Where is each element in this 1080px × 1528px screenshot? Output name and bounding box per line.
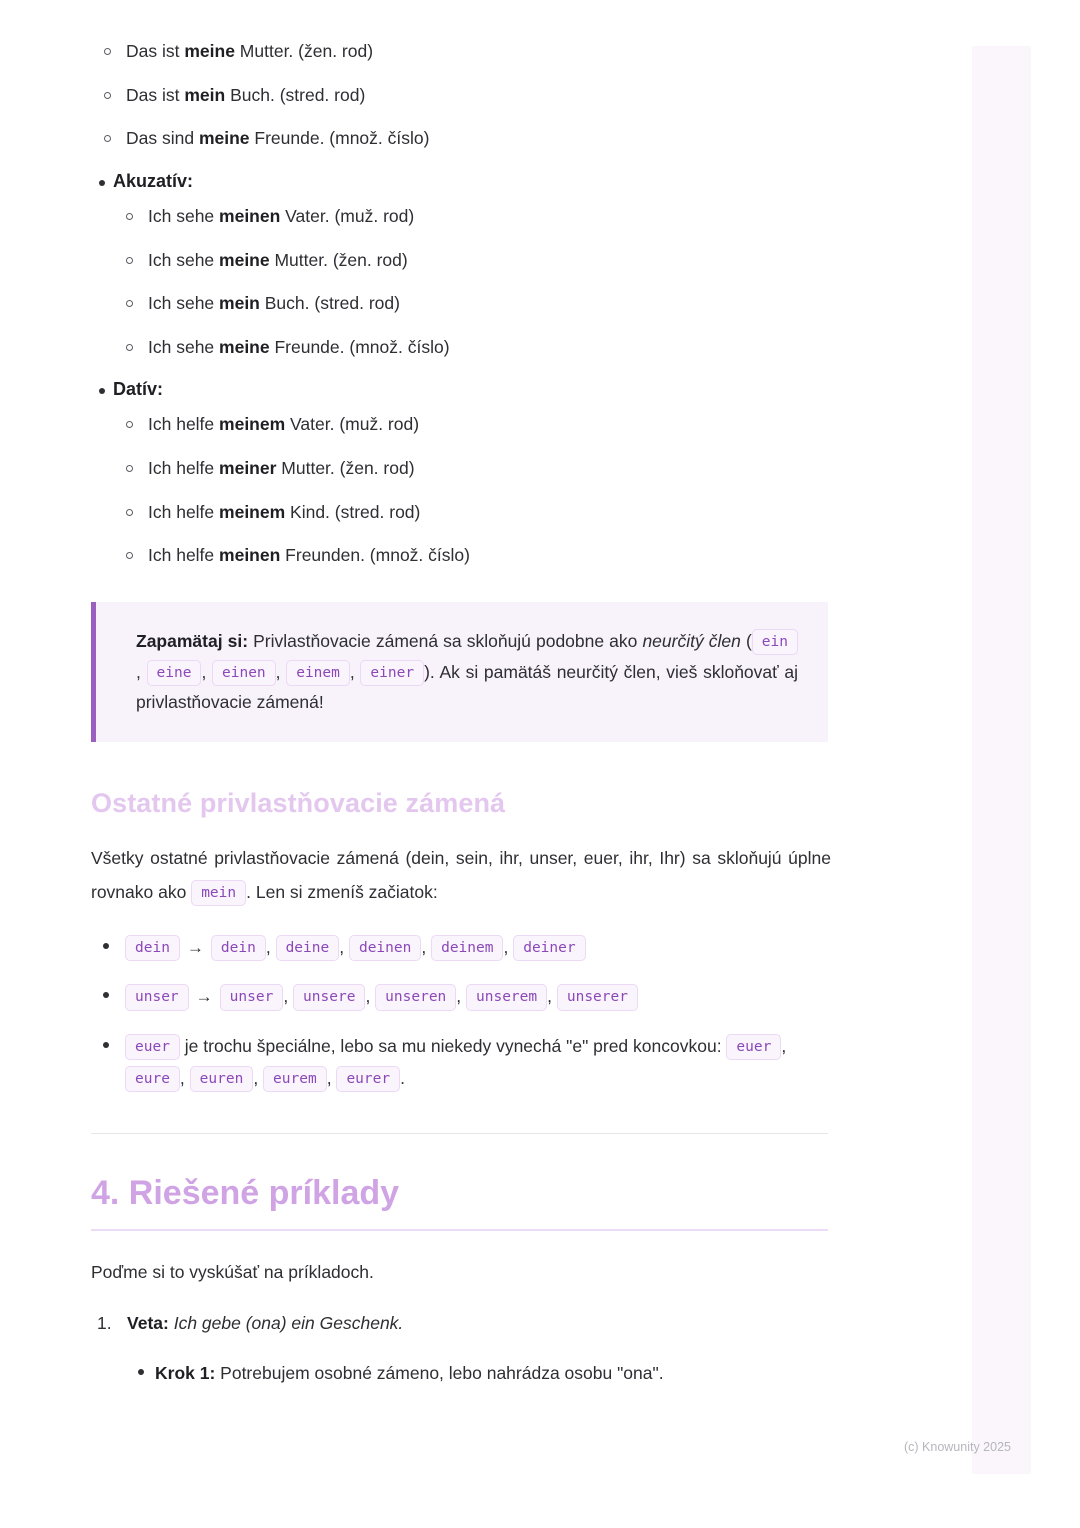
callout-italic-term: neurčitý člen: [642, 630, 741, 651]
example-text-post: Buch. (stred. rod): [259, 293, 400, 314]
hollow-bullet-icon: [126, 213, 133, 220]
code-chip-unser-form-4: unserem: [466, 984, 547, 1010]
list-item: [113, 249, 831, 273]
hollow-bullet-icon: [104, 48, 111, 55]
paradigm-list: [91, 931, 831, 1095]
hollow-bullet-icon: [126, 300, 133, 307]
code-chip-unser-form-1: unser: [220, 984, 284, 1010]
code-chip-dein-form-1: dein: [211, 935, 266, 961]
list-item: euer je trochu špeciálne, lebo sa mu niekedy vynechá "e" pred koncovkou: euer , eure , euren , eurem , eurer .: [91, 1030, 831, 1095]
list-item: [91, 127, 831, 151]
code-chip-mein: mein: [191, 880, 246, 906]
example-text-pre: Ich helfe: [148, 501, 220, 522]
hollow-bullet-icon: [104, 92, 111, 99]
list-item: [113, 544, 831, 568]
example-text-post: Vater. (muž. rod): [285, 414, 420, 435]
example-exercise-list: [91, 1311, 831, 1386]
remember-callout: [91, 602, 828, 742]
page-footer: [0, 1440, 1011, 1454]
example-text-bold: mein: [184, 84, 226, 105]
bullet-icon: [99, 388, 105, 394]
callout-text-1: Privlastňovacie zámená sa skloňujú podobne ako: [248, 630, 643, 651]
example-text-bold: meine: [219, 249, 270, 270]
copyright-text: (c) Knowunity 2025: [903, 1440, 1011, 1454]
list-item: [113, 413, 831, 437]
example-text-post: Vater. (muž. rod): [280, 205, 415, 226]
document-content: [91, 40, 831, 1386]
hollow-bullet-icon: [126, 421, 133, 428]
code-chip-dein-form-3: deinen: [349, 935, 421, 961]
hollow-bullet-icon: [126, 552, 133, 559]
list-item: [91, 84, 831, 108]
chapter-title: 4. Riešené príklady: [91, 1173, 400, 1212]
chapter-lead-text: Poďme si to vyskúšať na príkladoch.: [91, 1261, 374, 1282]
example-text-bold: meinen: [219, 205, 281, 226]
section-paragraph-part1: Všetky ostatné privlastňovacie zámená (dein, sein, ihr, unser, euer, ihr, Ihr) sa skloňujú úplne rovnako ako: [91, 847, 831, 902]
hollow-bullet-icon: [104, 135, 111, 142]
callout-text-2: Ak si pamätáš neurčitý člen, vieš skloňovať aj privlastňovacie zámená!: [136, 661, 798, 713]
bullet-icon: [103, 992, 109, 998]
list-item: [91, 1311, 831, 1386]
example-text-post: Mutter. (žen. rod): [276, 458, 415, 478]
code-chip-einem: einem: [286, 660, 350, 686]
bullet-icon: [103, 1042, 109, 1048]
case-label: Akuzatív:: [113, 170, 194, 191]
code-chip-dein-form-2: deine: [276, 935, 340, 961]
example-text-post: Mutter. (žen. rod): [234, 41, 374, 61]
example-text-bold: mein: [219, 293, 260, 314]
arrow-icon: →: [186, 938, 204, 957]
example-text-pre: Ich sehe: [148, 249, 220, 270]
case-block-dativ: [91, 379, 831, 568]
arrow-icon: →: [195, 987, 213, 1007]
code-chip-euer-form-5: eurer: [336, 1066, 400, 1092]
example-text-pre: Ich helfe: [148, 458, 220, 478]
example-text-pre: Das ist: [126, 41, 185, 61]
dativ-example-list: [113, 413, 831, 568]
example-text-bold: meinem: [219, 414, 286, 435]
example-text-bold: meiner: [219, 458, 277, 478]
callout-paren-open: (: [740, 630, 752, 651]
code-chip-unser-form-5: unserer: [557, 984, 638, 1010]
example-text-bold: meine: [219, 336, 270, 357]
example-text-post: Freunde. (množ. číslo): [269, 336, 450, 357]
code-chip-einer: einer: [360, 660, 424, 686]
section-paragraph: [91, 841, 831, 909]
euer-note-text: je trochu špeciálne, lebo sa mu niekedy vynechá "e" pred koncovkou:: [179, 1035, 727, 1056]
example-text-pre: Ich sehe: [148, 293, 220, 314]
example-text-pre: Ich sehe: [148, 205, 220, 226]
code-chip-dein-form-5: deiner: [513, 935, 585, 961]
code-chip-dein-form-4: deinem: [431, 935, 503, 961]
hollow-bullet-icon: [126, 465, 133, 472]
exercise-sentence: Ich gebe (ona) ein Geschenk.: [173, 1312, 404, 1333]
list-item: [113, 457, 831, 481]
bullet-icon: [103, 943, 109, 949]
section-paragraph-part2: . Len si zmeníš začiatok:: [246, 881, 438, 902]
list-item: [113, 205, 831, 229]
code-chip-euer-form-2: eure: [125, 1066, 180, 1092]
code-chip-unser-base: unser: [125, 984, 189, 1010]
case-label: Datív:: [113, 379, 164, 400]
code-chip-unser-form-2: unsere: [293, 984, 365, 1010]
example-text-post: Freunde. (množ. číslo): [249, 128, 430, 149]
list-item: [113, 292, 831, 316]
chapter-title-underline: [91, 1229, 828, 1231]
example-text-post: Kind. (stred. rod): [285, 501, 421, 522]
example-text-pre: Das ist: [126, 84, 185, 105]
callout-paren-close: ).: [424, 661, 435, 682]
code-chip-dein-base: dein: [125, 935, 180, 961]
case-block-akuzativ: [91, 171, 831, 360]
hollow-bullet-icon: [126, 257, 133, 264]
akuzativ-example-list: [113, 205, 831, 360]
code-chip-ein: ein: [752, 629, 798, 655]
callout-paragraph: Zapamätaj si: Privlastňovacie zámená sa skloňujú podobne ako neurčitý člen ( ein, eine , einen , einem , einer ). Ak si pamätáš neurčitý člen, vieš skloňovať aj privlastňovacie zámená!: [136, 630, 798, 713]
hollow-bullet-icon: [126, 344, 133, 351]
list-item: [91, 40, 831, 64]
bullet-icon: [99, 180, 105, 186]
list-item: [113, 501, 831, 525]
code-chip-euer-form-3: euren: [190, 1066, 254, 1092]
example-text-bold: meinem: [219, 501, 286, 522]
section-divider: [91, 1133, 828, 1134]
case-list: [91, 171, 831, 568]
example-text-post: Buch. (stred. rod): [225, 84, 366, 105]
example-text-bold: meinen: [219, 545, 281, 566]
example-text-bold: meine: [184, 41, 235, 61]
example-text-pre: Das sind: [126, 128, 199, 149]
step-label: Krok 1:: [155, 1363, 216, 1384]
list-item: [113, 336, 831, 360]
euer-note-period: .: [400, 1068, 405, 1089]
exercise-label: Veta:: [127, 1312, 169, 1333]
example-text-post: Freunden. (množ. číslo): [280, 545, 470, 566]
code-chip-unser-form-3: unseren: [375, 984, 456, 1010]
code-chip-euer-form-4: eurem: [263, 1066, 327, 1092]
example-text-bold: meine: [198, 128, 250, 149]
code-chip-einen: einen: [212, 660, 276, 686]
example-text-post: Mutter. (žen. rod): [269, 249, 408, 270]
nominative-example-list: [91, 40, 831, 151]
example-text-pre: Ich helfe: [148, 414, 220, 435]
section-heading: Ostatné privlastňovacie zámená: [91, 787, 506, 818]
bullet-icon: [138, 1369, 144, 1375]
hollow-bullet-icon: [126, 509, 133, 516]
code-chip-euer-form-1: euer: [726, 1034, 781, 1060]
callout-lead: Zapamätaj si:: [136, 630, 249, 651]
list-item: unser → unser , unsere , unseren , unserem , unserer: [91, 980, 831, 1012]
list-item: dein → dein , deine , deinen , deinem , deiner: [91, 931, 831, 963]
example-text-pre: Ich helfe: [148, 545, 220, 566]
step-text: Potrebujem osobné zámeno, lebo nahrádza osobu "ona".: [215, 1363, 664, 1384]
example-text-pre: Ich sehe: [148, 336, 220, 357]
code-chip-euer-base: euer: [125, 1034, 180, 1060]
list-item: [127, 1361, 831, 1386]
code-chip-eine: eine: [147, 660, 202, 686]
page-right-margin-band: [972, 46, 1031, 1474]
exercise-step-list: [127, 1361, 831, 1386]
